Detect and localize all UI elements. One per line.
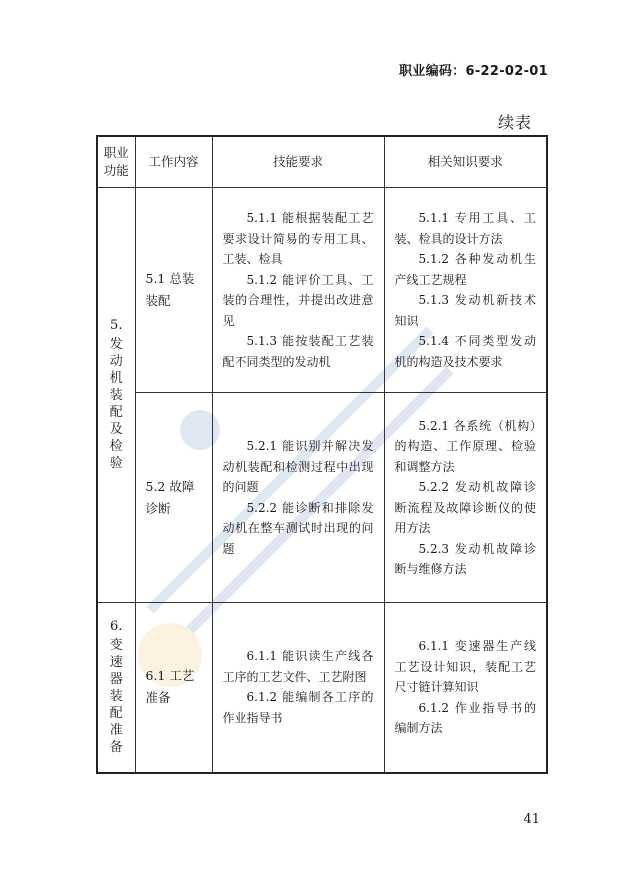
occupation-code: 职业编码：6-22-02-01 <box>398 64 548 79</box>
col-header-knowledge: 相关知识要求 <box>384 136 547 188</box>
skills-table <box>96 135 548 774</box>
skill-item: 5.1.3 能按装配工艺装配不同类型的发动机 <box>222 334 374 369</box>
knowledge-item: 5.1.1 专用工具、工装、检具的设计方法 <box>394 211 536 246</box>
function-number: 6. <box>110 618 123 634</box>
skill-cell <box>212 603 384 773</box>
skill-item: 5.1.2 能评价工具、工装的合理性，并提出改进意见 <box>222 272 374 328</box>
knowledge-item: 6.1.1 变速器生产线工艺设计知识，装配工艺尺寸链计算知识 <box>394 639 536 694</box>
work-content-cell: 6.1 工艺准备 <box>135 603 212 773</box>
knowledge-cell <box>384 393 547 603</box>
knowledge-item: 5.2.3 发动机故障诊断与维修方法 <box>394 541 536 576</box>
table-row <box>97 603 547 773</box>
work-content-cell: 5.2 故障诊断 <box>135 393 212 603</box>
function-5-cell <box>97 188 135 603</box>
knowledge-item: 5.2.1 各系统（机构）的构造、工作原理、检验和调整方法 <box>394 418 536 474</box>
page-number: 41 <box>523 812 540 827</box>
skill-item: 5.1.1 能根据装配工艺要求设计简易的专用工具、工装、检具 <box>222 211 374 266</box>
col-header-work: 工作内容 <box>135 136 212 188</box>
function-6-cell <box>97 603 135 773</box>
knowledge-cell <box>384 188 547 393</box>
table-header-row <box>97 136 547 188</box>
skill-cell <box>212 393 384 603</box>
work-content-cell: 5.1 总装装配 <box>135 188 212 393</box>
skill-item: 5.2.2 能诊断和排除发动机在整车测试时出现的问题 <box>222 500 374 556</box>
continued-label: 续表 <box>497 113 532 132</box>
knowledge-item: 5.2.2 发动机故障诊断流程及故障诊断仪的使用方法 <box>394 480 536 535</box>
knowledge-item: 6.1.2 作业指导书的编制方法 <box>394 700 536 735</box>
knowledge-cell <box>384 603 547 773</box>
knowledge-item: 5.1.4 不同类型发动机的构造及技术要求 <box>394 334 536 369</box>
skill-item: 6.1.1 能识读生产线各工序的工艺文件、工艺附图 <box>222 649 374 684</box>
function-number: 5. <box>110 318 123 333</box>
knowledge-item: 5.1.3 发动机新技术知识 <box>394 293 536 328</box>
table-row <box>97 188 547 393</box>
knowledge-item: 5.1.2 各种发动机生产线工艺规程 <box>394 252 536 287</box>
function-name: 变速器装配准备 <box>109 637 123 755</box>
table-row <box>97 393 547 603</box>
function-name: 发动机装配及检验 <box>109 337 123 471</box>
skill-item: 5.2.1 能识别并解决发动机装配和检测过程中出现的问题 <box>222 439 374 494</box>
col-header-skills: 技能要求 <box>212 136 384 188</box>
col-header-function: 职业功能 <box>97 136 135 188</box>
skill-cell <box>212 188 384 393</box>
skill-item: 6.1.2 能编制各工序的作业指导书 <box>222 690 374 725</box>
